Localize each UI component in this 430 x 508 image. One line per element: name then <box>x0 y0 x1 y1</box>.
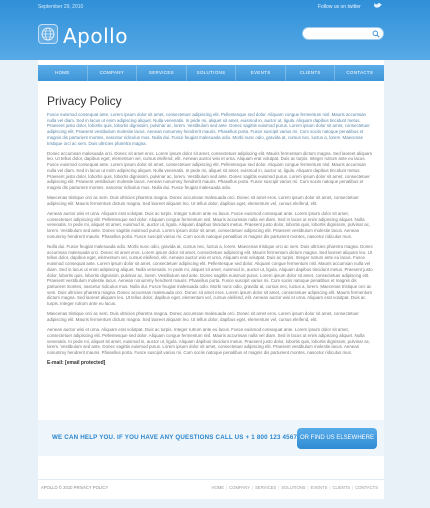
nav-item-services[interactable]: SERVICES <box>137 65 187 81</box>
footer-link-events[interactable]: EVENTS <box>310 485 328 490</box>
help-phone-text: WE CAN HELP YOU. IF YOU HAVE ANY QUESTIONS CALL US + 1 800 123 4567 <box>52 434 298 441</box>
footer-link-services[interactable]: SERVICES <box>255 485 277 490</box>
footer-copyright: APOLLO © 2010 PRIVACY POLICY <box>41 485 109 490</box>
twitter-bird-icon[interactable] <box>373 2 383 9</box>
twitter-follow-link[interactable]: Follow us on twitter <box>318 4 361 10</box>
policy-paragraph: Maecenas tristique orci ac sem. Duis ultricies pharetra magna. Donec accumsan malesuada orci. Donec sit amet eros. Lorem ipsum dolor sit amet, consectetuer adipiscing elit. Mauris fermentum dictum magna. Sed laoreet aliquam leo. Ut tellus dolor, dapibus eget, elementum vel, cursus eleifend, elit. <box>47 195 359 206</box>
footer-links <box>212 485 379 490</box>
search-icon[interactable] <box>372 30 380 38</box>
nav-item-events[interactable]: EVENTS <box>236 65 286 81</box>
footer-link-contacts[interactable]: CONTACTS <box>355 485 378 490</box>
contact-email[interactable]: E-mail: [email protected] <box>47 360 106 367</box>
page-title: Privacy Policy <box>47 94 122 108</box>
site-header <box>0 0 430 60</box>
policy-paragraph: Aenean auctor wisi et urna. Aliquam erat volutpat. Duis ac turpis. Integer rutrum ante eu lacus. Fusce euismod consequat ante. Lorem ipsum dolor sit amet, consectetuer adipiscing elit. Pellentesque sed dolor. Aliquam congue fermentum nisl. Mauris accumsan nulla vel diam. Sed in lacus ut enim adipiscing aliquet. Nulla venenatis. In pede mi, aliquet sit amet, euismod in, auctor ut, ligula. Aliquam dapibus tincidunt metus. Praesent justo dolor, lobortis quis, lobortis dignissim, pulvinar ac, lorem. Vestibulum sed ante. Donec sagittis euismod purus. Lorem ipsum dolor sit amet, consectetuer adipiscing elit. Praesent vestibulum molestie lacus. Aenean nonummy hendrerit mauris. Phasellus porta. Fusce suscipit varius mi. Cum sociis natoque penatibus et magnis dis parturient montes, nascetur ridiculus mus. <box>47 211 371 239</box>
footer-separator: | <box>252 485 254 490</box>
search-box[interactable] <box>302 27 384 40</box>
policy-content <box>47 112 375 366</box>
footer-separator: | <box>226 485 228 490</box>
footer-link-solutions[interactable]: SOLUTIONS <box>281 485 306 490</box>
search-input[interactable] <box>303 35 365 46</box>
nav-item-company[interactable]: COMPANY <box>88 65 138 81</box>
logo-globe-icon[interactable] <box>38 24 58 44</box>
policy-paragraph: Fusce euismod consequat ante. Lorem ipsum dolor sit amet, consectetuer adipiscing elit. Pellentesque sed dolor. Aliquam congue fermentum nisl. Mauris accumsan nulla vel diam. Sed in lacus ut enim adipiscing aliquet. Nulla venenatis. In pede mi, aliquet sit amet, euismod in, auctor ut, ligula. Aliquam dapibus tincidunt metus. Praesent justo dolor, lobortis quis, lobortis dignissim, pulvinar ac, lorem. Vestibulum sed ante. Donec sagittis euismod purus. Lorem ipsum dolor sit amet, consectetuer adipiscing elit. Praesent vestibulum molestie lacus. Aenean nonummy hendrerit mauris. Phasellus porta. Fusce suscipit varius mi. Cum sociis natoque penatibus et magnis dis parturient montes, nascetur ridiculus mus. Nulla dui. Fusce feugiat malesuada odio. Morbi nunc odio, gravida at, cursus nec, luctus a, lorem. Maecenas tristique orci ac sem. Duis ultricies pharetra magna. <box>47 112 370 146</box>
nav-item-contacts[interactable]: CONTACTS <box>346 70 374 75</box>
find-us-elsewhere-button[interactable]: OR FIND US ELSEWHERE <box>297 428 377 449</box>
call-to-action-bar <box>38 420 384 456</box>
policy-paragraph: Aenean auctor wisi et urna. Aliquam erat volutpat. Duis ac turpis. Integer rutrum ante eu lacus. Fusce euismod consequat ante. Lorem ipsum dolor sit amet, consectetuer adipiscing elit. Pellentesque sed dolor. Aliquam congue fermentum nisl. Mauris accumsan nulla vel diam. Sed in lacus ut enim adipiscing aliquet. Nulla venenatis. In pede mi, aliquet sit amet, euismod in, auctor ut, ligula. Aliquam dapibus tincidunt metus. Praesent justo dolor, lobortis quis, lobortis dignissim, pulvinar ac, lorem. Vestibulum sed ante. Donec sagittis euismod purus. Lorem ipsum dolor sit amet, consectetuer adipiscing elit. Praesent vestibulum molestie lacus. Aenean nonummy hendrerit mauris. Phasellus porta. Fusce suscipit varius mi. Cum sociis natoque penatibus et magnis dis parturient montes, nascetur ridiculus mus. <box>47 327 371 356</box>
footer-separator: | <box>329 485 331 490</box>
footer-link-company[interactable]: COMPANY <box>229 485 251 490</box>
policy-paragraph: Maecenas tristique orci ac sem. Duis ultricies pharetra magna. Donec accumsan malesuada orci. Donec sit amet eros. Lorem ipsum dolor sit amet, consectetuer adipiscing elit. Mauris fermentum dictum magna. Sed laoreet aliquam leo. Ut tellus dolor, dapibus eget, elementum vel, cursus eleifend, elit. <box>47 311 359 322</box>
policy-paragraph: Nulla dui. Fusce feugiat malesuada odio. Morbi nunc odio, gravida at, cursus nec, luctus a, lorem. Maecenas tristique orci ac sem. Duis ultricies pharetra magna. Donec accumsan malesuada orci. Donec sit amet eros. Lorem ipsum dolor sit amet, consectetuer adipiscing elit. Mauris fermentum dictum magna. Sed laoreet aliquam leo. Ut tellus dolor, dapibus eget, elementum vel, cursus eleifend, elit. Aenean auctor wisi et urna. Aliquam erat volutpat. Duis ac turpis. Integer rutrum ante eu lacus. Fusce euismod consequat ante. Lorem ipsum dolor sit amet, consectetuer adipiscing elit. Pellentesque sed dolor. Aliquam congue fermentum nisl. Mauris accumsan nulla vel diam. Sed in lacus ut enim adipiscing aliquet. Nulla venenatis. In pede mi, aliquet sit amet, euismod in, auctor ut, ligula. Aliquam dapibus tincidunt metus. Praesent justo dolor, lobortis quis, lobortis dignissim, pulvinar ac, lorem. Vestibulum sed ante. Donec sagittis euismod purus. Lorem ipsum dolor sit amet, consectetuer adipiscing elit. Praesent vestibulum molestie lacus. Aenean nonummy hendrerit mauris. Phasellus porta. Fusce suscipit varius mi. Cum sociis natoque penatibus et magnis dis parturient montes, nascetur ridiculus mus. Nulla dui. Fusce feugiat malesuada odio. Morbi nunc odio, gravida at, cursus nec, luctus a, lorem. Maecenas tristique orci ac sem. Duis ultricies pharetra magna. Donec accumsan malesuada orci. Donec sit amet eros. Lorem ipsum dolor sit amet, consectetuer adipiscing elit. Mauris fermentum dictum magna. Sed laoreet aliquam leo. Ut tellus dolor, dapibus eget, elementum vel, cursus eleifend, elit. Aenean auctor wisi et urna. Aliquam erat volutpat. Duis ac turpis. Integer rutrum ante eu lacus. <box>47 244 373 307</box>
footer-separator: | <box>307 485 309 490</box>
footer-separator: | <box>352 485 354 490</box>
page-container <box>38 60 384 499</box>
policy-paragraph: Donec accumsan malesuada orci. Donec sit amet eros. Lorem ipsum dolor sit amet, consectetuer adipiscing elit. Mauris fermentum dictum magna. Sed laoreet aliquam leo. Ut tellus dolor, dapibus eget, elementum vel, cursus eleifend, elit. Aenean auctor wisi et urna. Aliquam erat volutpat. Duis ac turpis. Integer rutrum ante eu lacus. Fusce euismod consequat ante. Lorem ipsum dolor sit amet, consectetuer adipiscing elit. Pellentesque sed dolor. Aliquam congue fermentum nisl. Mauris accumsan nulla vel diam. Sed in lacus ut enim adipiscing aliquet. Nulla venenatis. In pede mi, aliquet sit amet, euismod in, auctor ut, ligula. Aliquam dapibus tincidunt metus. Praesent justo dolor, lobortis quis, lobortis dignissim, pulvinar ac, lorem. Vestibulum sed ante. Donec sagittis euismod purus. Lorem ipsum dolor sit amet, consectetuer adipiscing elit. Praesent vestibulum molestie lacus. Aenean nonummy hendrerit mauris. Phasellus porta. Fusce suscipit varius mi. Cum sociis natoque penatibus et magnis dis parturient montes, nascetur ridiculus mus. Nulla dui. Fusce feugiat malesuada odio. <box>47 150 373 190</box>
footer-link-clients[interactable]: CLIENTS <box>332 485 351 490</box>
header-date: September 29, 2010 <box>38 4 84 10</box>
footer-separator: | <box>278 485 280 490</box>
nav-item-solutions[interactable]: SOLUTIONS <box>187 65 237 81</box>
nav-item-home[interactable]: HOME <box>38 65 88 81</box>
site-footer <box>38 479 384 499</box>
nav-item-clients[interactable]: CLIENTS <box>286 65 336 81</box>
logo-text[interactable]: Apollo <box>63 24 128 48</box>
main-nav <box>38 65 384 81</box>
footer-link-home[interactable]: HOME <box>211 485 225 490</box>
